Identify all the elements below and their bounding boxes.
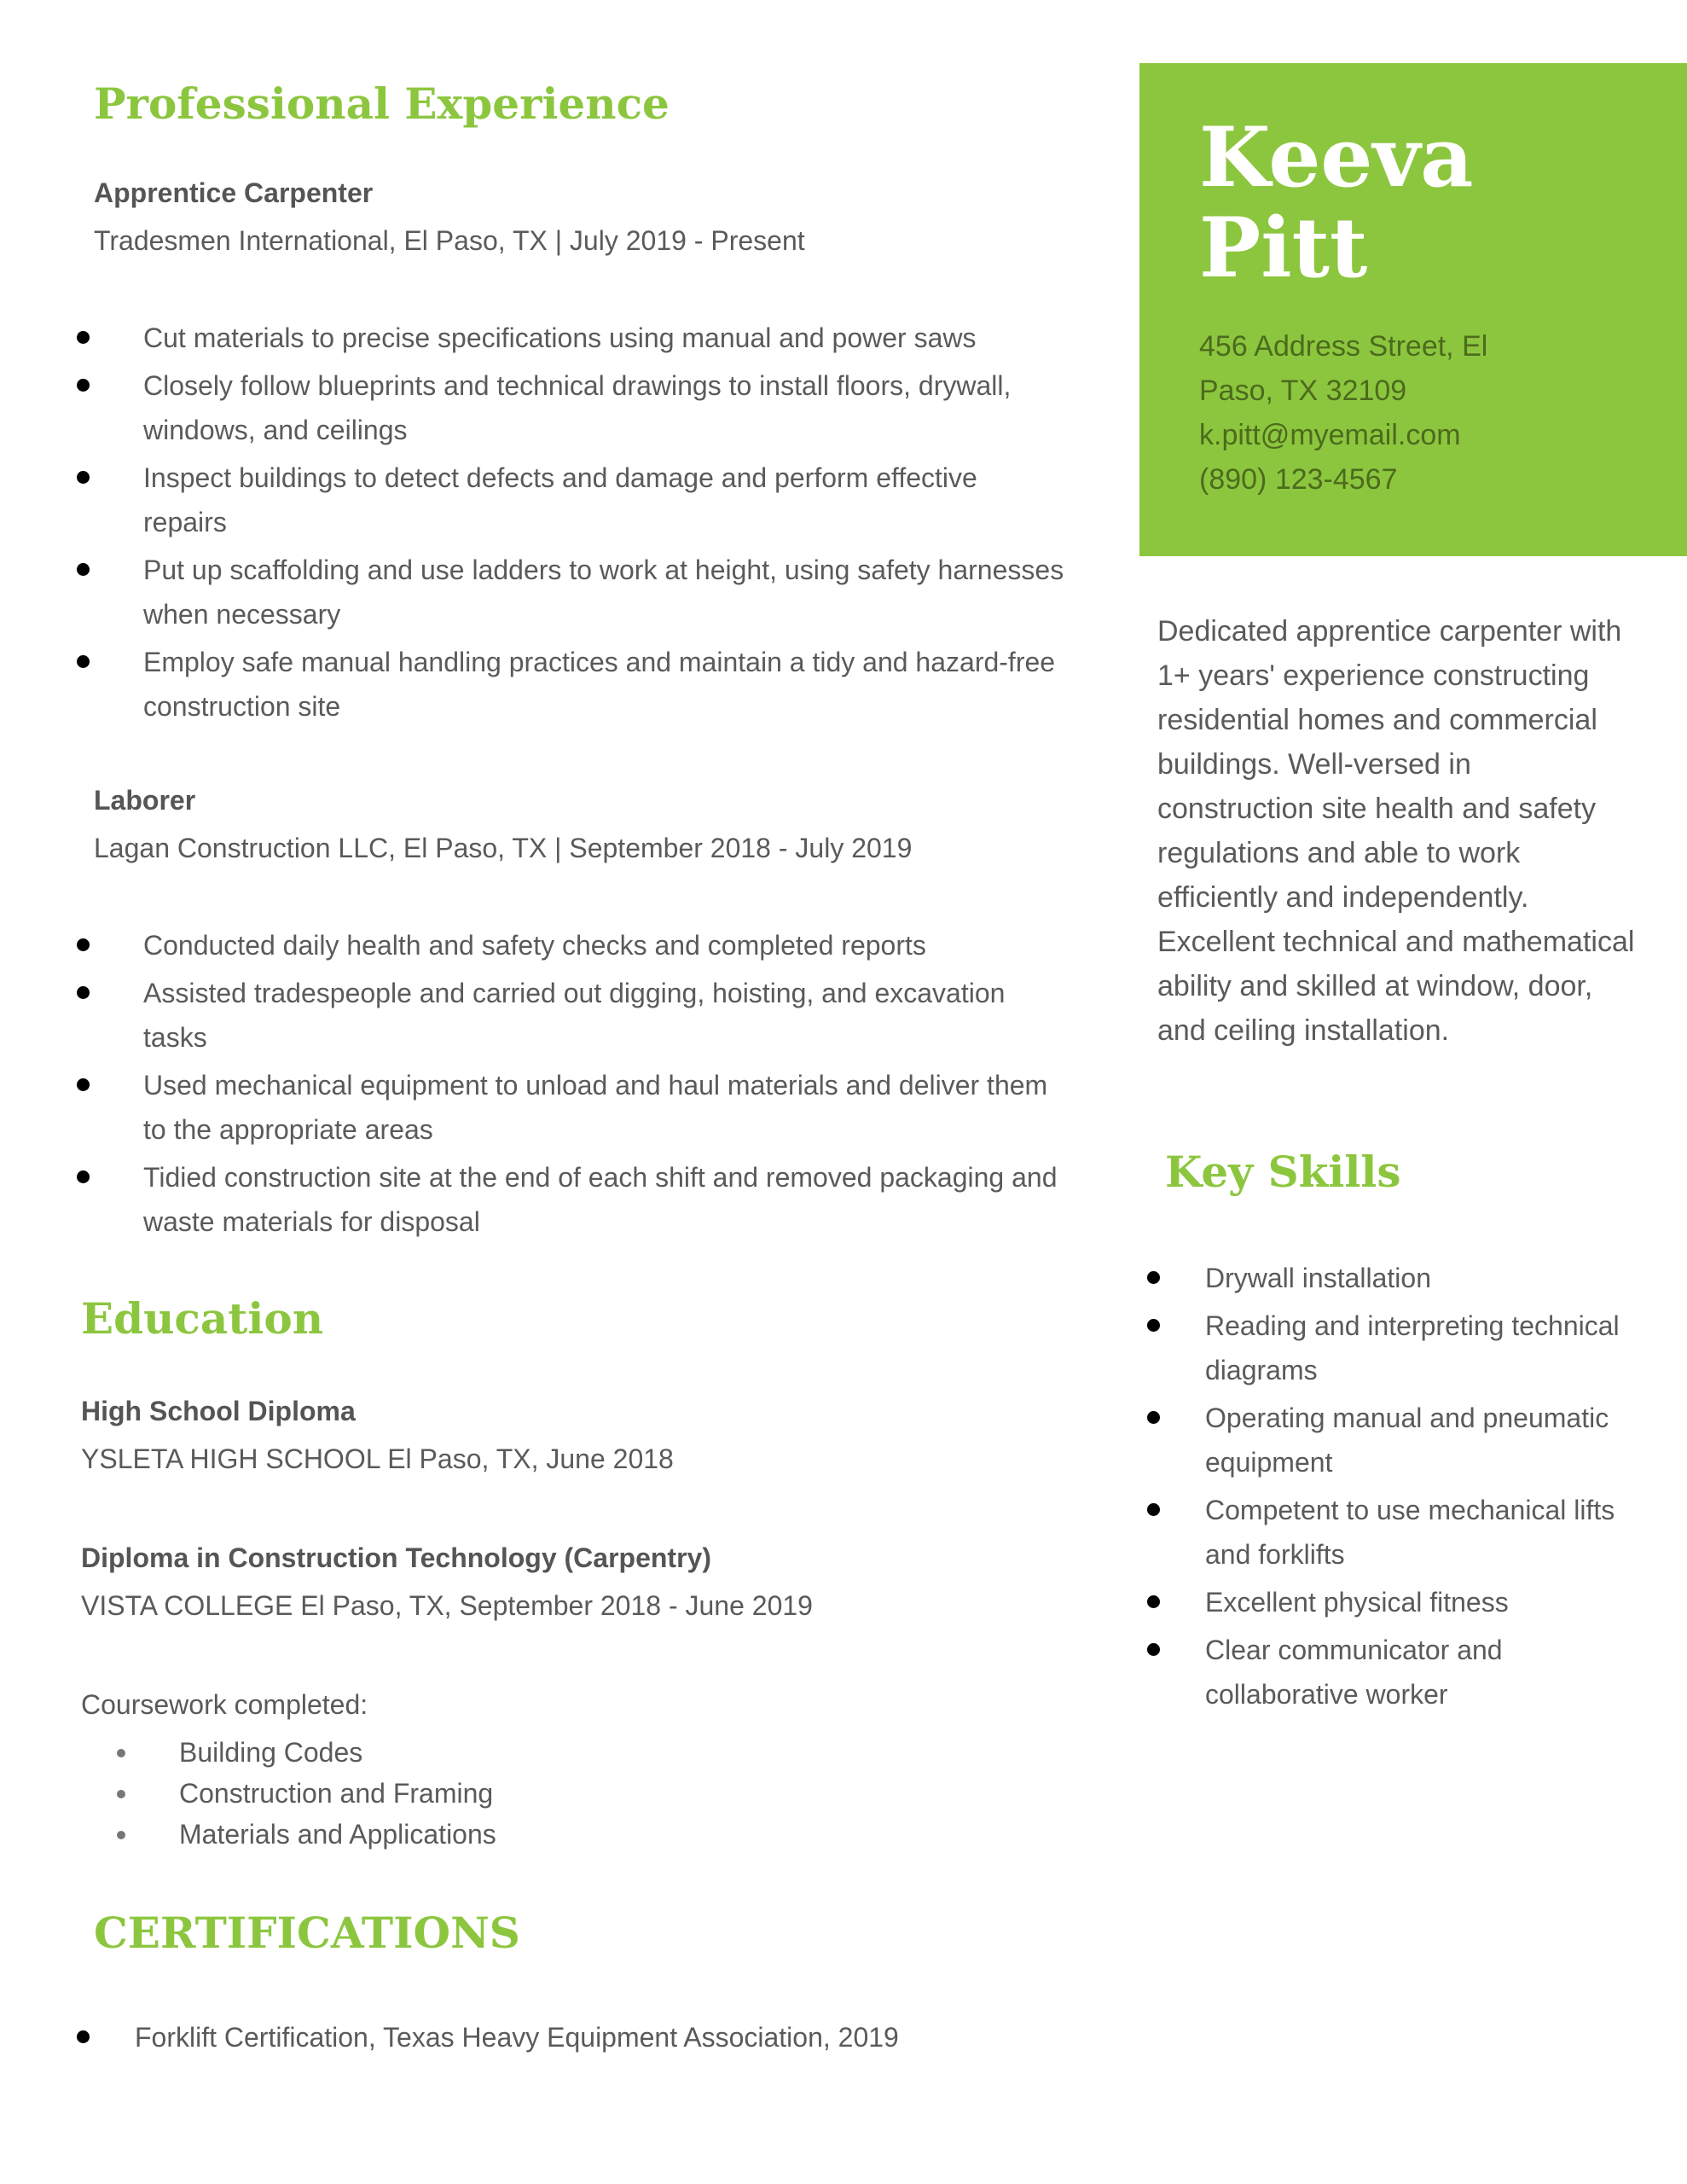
education-meta: VISTA COLLEGE El Paso, TX, September 2018 - June 2019 (81, 1590, 813, 1621)
bullet-icon (77, 938, 90, 951)
job-title: Apprentice Carpenter (94, 177, 374, 208)
list-item: Excellent physical fitness (1205, 1580, 1632, 1624)
address-line: Paso, TX 32109 (1199, 375, 1407, 407)
bullet-icon (1147, 1503, 1160, 1516)
job-bullets (143, 923, 1064, 1247)
address-line: 456 Address Street, El (1199, 330, 1488, 363)
bullet-icon (117, 1831, 125, 1839)
list-item: Construction and Framing (179, 1773, 947, 1814)
list-item: Cut materials to precise specifications using manual and power saws (143, 316, 1064, 360)
job-meta: Tradesmen International, El Paso, TX | July 2019 - Present (94, 225, 805, 256)
bullet-icon (1147, 1319, 1160, 1332)
name-banner (1139, 63, 1687, 556)
list-item: Operating manual and pneumatic equipment (1205, 1396, 1632, 1484)
list-item: Used mechanical equipment to unload and haul materials and deliver them to the appropriate areas (143, 1063, 1064, 1152)
certifications-heading: CERTIFICATIONS (94, 1908, 520, 1958)
list-item: Clear communicator and collaborative worker (1205, 1628, 1632, 1716)
bullet-icon (1147, 1411, 1160, 1424)
bullet-icon (77, 331, 90, 344)
bullet-icon (77, 1170, 90, 1183)
job-meta: Lagan Construction LLC, El Paso, TX | September 2018 - July 2019 (94, 833, 913, 863)
coursework-list (179, 1732, 947, 1855)
bullet-icon (1147, 1595, 1160, 1608)
candidate-name: Keeva Pitt (1199, 109, 1474, 296)
contact-info (1199, 324, 1540, 502)
job-bullets (143, 316, 1064, 732)
list-item: Put up scaffolding and use ladders to work at height, using safety harnesses when necessary (143, 548, 1064, 636)
certifications-list (135, 2015, 1073, 2063)
education-title: Diploma in Construction Technology (Carpentry) (81, 1542, 711, 1573)
experience-heading: Professional Experience (94, 78, 670, 129)
list-item: Closely follow blueprints and technical drawings to install floors, drywall, windows, and ceilings (143, 363, 1064, 452)
job-title: Laborer (94, 785, 196, 816)
list-item: Materials and Applications (179, 1814, 947, 1855)
list-item: Building Codes (179, 1732, 947, 1773)
list-item: Assisted tradespeople and carried out digging, hoisting, and excavation tasks (143, 971, 1064, 1060)
email-text: k.pitt@myemail.com (1199, 419, 1461, 451)
bullet-icon (77, 986, 90, 999)
bullet-icon (117, 1790, 125, 1798)
skills-heading: Key Skills (1165, 1147, 1401, 1197)
skills-list (1205, 1256, 1632, 1720)
education-meta: YSLETA HIGH SCHOOL El Paso, TX, June 2018 (81, 1443, 674, 1474)
coursework-label: Coursework completed: (81, 1689, 368, 1720)
bullet-icon (77, 379, 90, 392)
bullet-icon (1147, 1271, 1160, 1284)
bullet-icon (117, 1749, 125, 1757)
list-item: Conducted daily health and safety checks and completed reports (143, 923, 1064, 967)
bullet-icon (1147, 1643, 1160, 1656)
list-item: Reading and interpreting technical diagrams (1205, 1304, 1632, 1392)
summary-text: Dedicated apprentice carpenter with 1+ years' experience constructing residential homes and commercial buildings. Well-versed in construction site health and safety regulations and able to work efficiently and independently. Excellent technical and mathematical ability and skilled at window, door, and ceiling installation. (1157, 615, 1635, 1047)
bullet-icon (77, 1078, 90, 1091)
bullet-icon (77, 655, 90, 668)
list-item: Competent to use mechanical lifts and forklifts (1205, 1488, 1632, 1577)
phone-text: (890) 123-4567 (1199, 463, 1398, 496)
list-item: Tidied construction site at the end of each shift and removed packaging and waste materials for disposal (143, 1155, 1064, 1244)
education-title: High School Diploma (81, 1396, 356, 1426)
list-item: Employ safe manual handling practices and maintain a tidy and hazard-free construction site (143, 640, 1064, 729)
bullet-icon (77, 471, 90, 484)
list-item: Drywall installation (1205, 1256, 1632, 1300)
bullet-icon (77, 563, 90, 576)
education-heading: Education (81, 1293, 324, 1344)
bullet-icon (77, 2030, 90, 2043)
list-item: Forklift Certification, Texas Heavy Equipment Association, 2019 (135, 2015, 1073, 2059)
list-item: Inspect buildings to detect defects and damage and perform effective repairs (143, 456, 1064, 544)
